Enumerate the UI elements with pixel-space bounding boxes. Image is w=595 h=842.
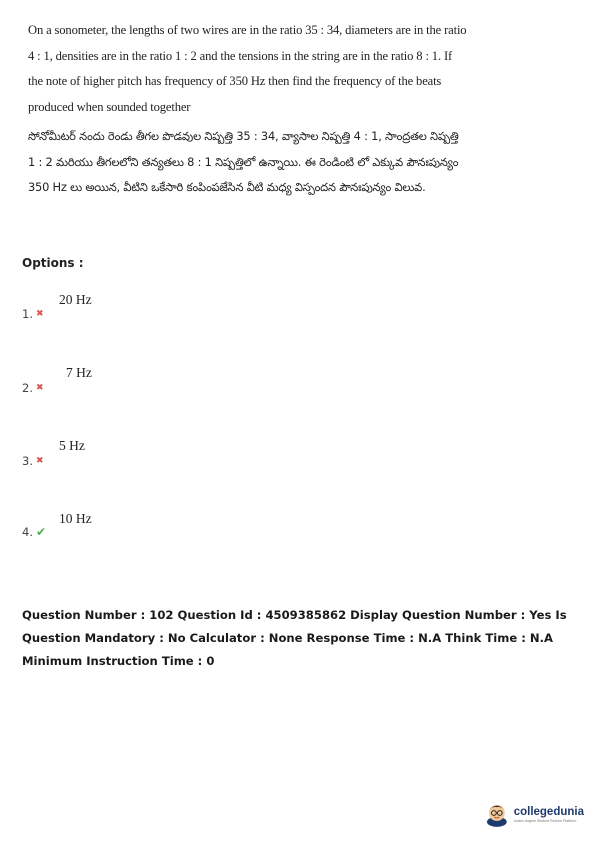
logo-name: collegedunia: [513, 805, 584, 818]
cross-icon: ✖: [35, 456, 44, 466]
option-1-value: 20 Hz: [59, 292, 92, 307]
option-4-number: 4.: [22, 525, 33, 539]
logo-tagline: India's largest Student Review Platform: [513, 818, 577, 823]
options-heading: Options :: [22, 256, 84, 270]
option-2-number: 2.: [22, 381, 33, 395]
option-2-value: 7 Hz: [66, 365, 92, 380]
cross-icon: ✖: [35, 309, 44, 319]
option-3-value: 5 Hz: [59, 438, 85, 453]
option-4: [22, 525, 46, 539]
question-text-english: On a sonometer, the lengths of two wires are in the ratio 35 : 34, diameters are in the ratio 4 : 1, densities are in the ratio 1 : 2 and the tensions in the string are in the ratio 8 : 1. If the note of higher pitch has frequency of 350 Hz then find the frequency of the beats produced when sounded together: [28, 23, 467, 114]
question-metadata: Question Number : 102 Question Id : 4509385862 Display Question Number : Yes Is Question Mandatory : No Calculator : None Response Time : N.A Think Time : N.A Minimum Instruction Time : 0: [22, 608, 567, 668]
option-1-number: 1.: [22, 307, 33, 321]
option-3: [22, 454, 44, 468]
question-text-telugu: సోనోమీటర్ నందు రెండు తీగల పొడవుల నిష్పత్తి 35 : 34, వ్యాసాల నిష్పత్తి 4 : 1, సాంద్రతల నిష్పత్తి 1 : 2 మరియు తీగలలోని తన్యతలు 8 : 1 నిష్పత్తిలో ఉన్నాయి. ఈ రెండింటి లో ఎక్కువ పౌనఃపున్యం 350 Hz లు అయిన, వీటిని ఒకేసారి కంపింపజేసిన వీటి మధ్య విస్పందన పౌనఃపున్యం విలువ.: [28, 129, 459, 194]
checkmark-icon: ✔: [35, 525, 47, 539]
cross-icon: ✖: [35, 383, 44, 393]
option-1: [22, 307, 44, 321]
option-3-number: 3.: [22, 454, 33, 468]
option-4-value: 10 Hz: [59, 511, 92, 526]
option-2: [22, 381, 44, 395]
collegedunia-logo: [484, 796, 584, 832]
mascot-icon: [484, 800, 510, 828]
